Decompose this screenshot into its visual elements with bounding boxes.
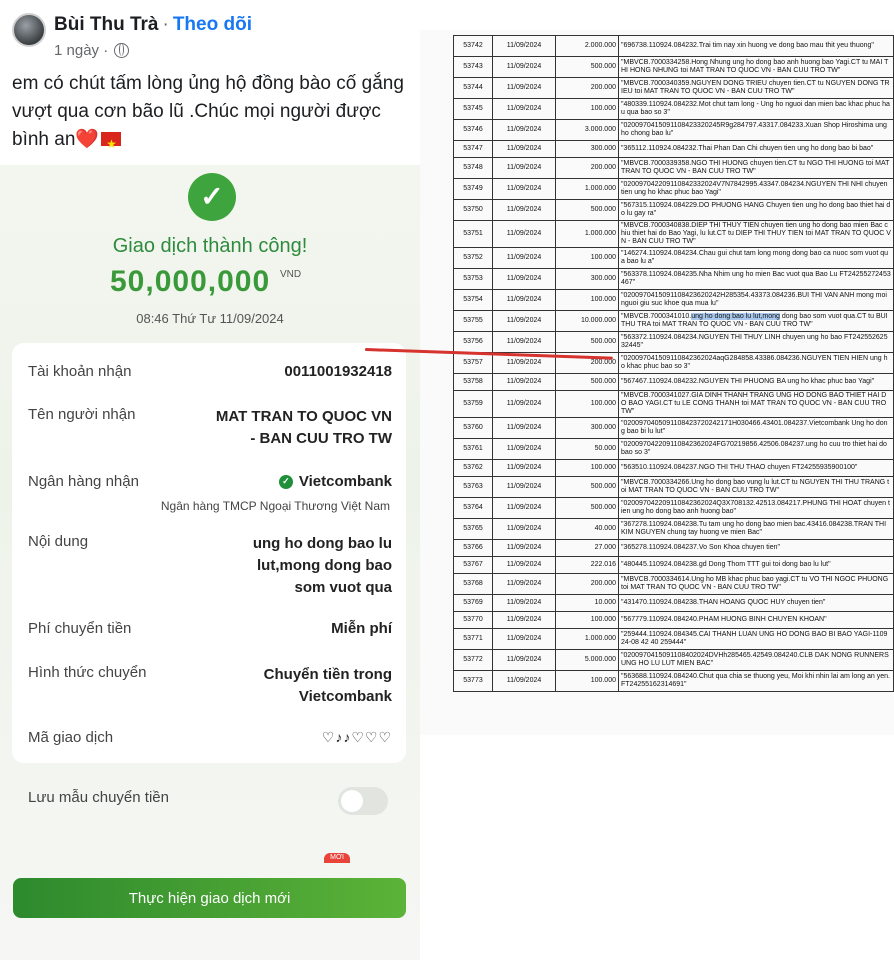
detail-label: Hình thức chuyển: [28, 664, 147, 681]
row-description: "0200970415091108402024DVHh285465.42549.084240.CLB DAK NONG RUNNERS UNG HO LU LUT MIEN BAC": [619, 650, 894, 671]
detail-label: Mã giao dịch: [28, 729, 114, 746]
success-check-icon: ✓: [188, 173, 236, 221]
row-date: 11/09/2024: [493, 36, 556, 57]
detail-row-fee: [28, 620, 392, 637]
row-id: 53764: [454, 498, 493, 519]
row-id: 53773: [454, 671, 493, 692]
row-description: "567779.110924.084240.PHAM HUONG BINH CHUYEN KHOAN": [619, 612, 894, 629]
row-date: 11/09/2024: [493, 519, 556, 540]
row-id: 53757: [454, 353, 493, 374]
row-description: "020097042209110842332024V7N7842995.43347.084234.NGUYEN THI NHI chuyen tien ung ho khac phuc bao Yagi": [619, 179, 894, 200]
row-id: 53760: [454, 418, 493, 439]
row-amount: 500.000: [556, 57, 619, 78]
row-id: 53755: [454, 311, 493, 332]
detail-value: ♡♪♪♡♡♡: [321, 729, 392, 745]
row-amount: 300.000: [556, 141, 619, 158]
detail-label: Tên người nhận: [28, 406, 136, 423]
detail-value: MAT TRAN TO QUOC VN - BAN CUU TRO TW: [215, 408, 392, 447]
row-amount: 1.000.000: [556, 221, 619, 248]
row-id: 53768: [454, 574, 493, 595]
row-amount: 40.000: [556, 519, 619, 540]
row-amount: 100.000: [556, 290, 619, 311]
row-date: 11/09/2024: [493, 629, 556, 650]
row-description: "431470.110924.084238.THAN HOANG QUOC HUY chuyen tien": [619, 595, 894, 612]
row-amount: 300.000: [556, 269, 619, 290]
row-date: 11/09/2024: [493, 332, 556, 353]
bank-name: Vietcombank: [298, 473, 392, 490]
statement-row: [454, 36, 894, 57]
statement-row: [454, 374, 894, 391]
row-amount: 222.016: [556, 557, 619, 574]
author-avatar[interactable]: [12, 13, 46, 47]
row-date: 11/09/2024: [493, 290, 556, 311]
row-description: "365278.110924.084237.Vo Son Khoa chuyen tien": [619, 540, 894, 557]
detail-label: Ngân hàng nhận: [28, 473, 139, 490]
row-id: 53750: [454, 200, 493, 221]
row-id: 53771: [454, 629, 493, 650]
row-id: 53744: [454, 78, 493, 99]
post-author: [54, 14, 252, 36]
row-id: 53758: [454, 374, 493, 391]
row-id: 53743: [454, 57, 493, 78]
post-meta: [54, 42, 129, 59]
separator-dot: ·: [162, 14, 169, 35]
detail-label: Phí chuyển tiền: [28, 620, 132, 637]
transfer-amount: 50,000,000: [110, 265, 271, 298]
row-description: "259444.110924.084345.CAI THANH LUAN UNG HO DONG BAO BI BAO YAGI-110924-08 42 40 259444": [619, 629, 894, 650]
row-id: 53766: [454, 540, 493, 557]
row-date: 11/09/2024: [493, 269, 556, 290]
row-date: 11/09/2024: [493, 120, 556, 141]
statement-row: [454, 439, 894, 460]
row-description: "146274.110924.084234.Chau gui chut tam long mong dong bao ca nuoc som vuot qua bao lu a": [619, 248, 894, 269]
row-description: "MBVCB.7000340838.DIEP THI THUY TIEN chuyen tien ung ho dong bao mien Bac chiu thiet hai do Bao Yagi, lu lut.CT tu DIEP THI THUY TIEN toi MAT TRAN TO QUOC VN - BAN CUU TRO TW": [619, 221, 894, 248]
row-id: 53762: [454, 460, 493, 477]
statement-row: [454, 57, 894, 78]
statement-row: [454, 391, 894, 418]
row-id: 53746: [454, 120, 493, 141]
statement-row: [454, 141, 894, 158]
row-amount: 500.000: [556, 477, 619, 498]
row-date: 11/09/2024: [493, 57, 556, 78]
row-id: 53745: [454, 99, 493, 120]
heart-emoji: ❤️: [75, 129, 100, 150]
detail-value: ung ho dong bao lu lut,mong dong bao som vuot qua: [252, 535, 392, 596]
row-description: "020097042209110842362024Q3X708132.42513.084217.PHUNG THI HOAT chuyen tien ung ho dong bao anh huong bao": [619, 498, 894, 519]
row-description: "0200970415091108423320245R9g284797.43317.084233.Xuan Shop Hiroshima ung ho chong bao lu": [619, 120, 894, 141]
row-id: 53742: [454, 36, 493, 57]
row-description: "563688.110924.084240.Chut qua chia se thuong yeu, Moi khi nhin lai am long an yen. FT24255162314691": [619, 671, 894, 692]
row-id: 53751: [454, 221, 493, 248]
row-date: 11/09/2024: [493, 650, 556, 671]
detail-value: [279, 473, 392, 490]
transaction-details-card: [12, 343, 406, 763]
statement-row: [454, 557, 894, 574]
row-amount: 200.000: [556, 574, 619, 595]
row-id: 53759: [454, 391, 493, 418]
row-amount: 500.000: [556, 332, 619, 353]
row-description: "567467.110924.084232.NGUYEN THI PHUONG BA ung ho khac phuc bao Yagi": [619, 374, 894, 391]
statement-row: [454, 269, 894, 290]
row-date: 11/09/2024: [493, 418, 556, 439]
row-date: 11/09/2024: [493, 248, 556, 269]
row-amount: 200.000: [556, 158, 619, 179]
row-amount: 100.000: [556, 671, 619, 692]
row-description: "0200970405091108423720242171H030466.43401.084237.Vietcombank Ung ho dong bao bi lu lut": [619, 418, 894, 439]
detail-value: 0011001932418: [284, 363, 392, 380]
bank-full-name: Ngân hàng TMCP Ngoại Thương Việt Nam: [160, 499, 390, 513]
statement-row: [454, 574, 894, 595]
row-amount: 27.000: [556, 540, 619, 557]
statement-row: [454, 418, 894, 439]
save-template-label: Lưu mẫu chuyển tiền: [28, 789, 169, 806]
row-id: 53749: [454, 179, 493, 200]
selected-text-highlight: ung ho dong bao lu lut,mong: [691, 313, 780, 320]
row-description: "0200970415091108423620242H285354.43373.084236.BUI THI VAN ANH mong moi nguoi giu suc khoe qua mua lu": [619, 290, 894, 311]
row-description: "563372.110924.084234.NGUYEN THI THUY LINH chuyen ung ho bao FT24255262532445": [619, 332, 894, 353]
row-id: 53769: [454, 595, 493, 612]
row-date: 11/09/2024: [493, 200, 556, 221]
statement-row: [454, 158, 894, 179]
post-time[interactable]: 1 ngày ·: [54, 42, 109, 59]
statement-row: [454, 519, 894, 540]
detail-label: Tài khoản nhận: [28, 363, 132, 380]
author-name[interactable]: Bùi Thu Trà: [54, 14, 159, 35]
new-transaction-button[interactable]: Thực hiện giao dịch mới: [13, 878, 406, 918]
detail-label: Nội dung: [28, 533, 89, 550]
row-date: 11/09/2024: [493, 477, 556, 498]
row-description: "MBVCB.7000340359.NGUYEN DONG TRIEU chuyen tien.CT tu NGUYEN DONG TRIEU toi MAT TRAN TO QUOC VN - BAN CUU TRO TW": [619, 78, 894, 99]
vietnam-flag-icon: [101, 132, 121, 146]
row-amount: 1.000.000: [556, 179, 619, 200]
row-amount: 100.000: [556, 99, 619, 120]
row-description: "367278.110924.084238.Tu tam ung ho dong bao mien bac.43416.084238.TRAN THI KIM NGUYEN chung tay huong ve mien Bac": [619, 519, 894, 540]
row-id: 53753: [454, 269, 493, 290]
row-amount: 10.000: [556, 595, 619, 612]
row-date: 11/09/2024: [493, 141, 556, 158]
row-id: 53748: [454, 158, 493, 179]
statement-row: [454, 650, 894, 671]
row-date: 11/09/2024: [493, 99, 556, 120]
row-description: "563378.110924.084235.Nha Nhim ung ho mien Bac vuot qua Bao Lu FT24255272453467": [619, 269, 894, 290]
bank-statement-sheet: [420, 30, 894, 735]
row-id: 53752: [454, 248, 493, 269]
row-id: 53770: [454, 612, 493, 629]
statement-row: [454, 99, 894, 120]
row-amount: 50.000: [556, 439, 619, 460]
row-date: 11/09/2024: [493, 158, 556, 179]
vietcombank-logo-icon: ✓: [279, 475, 293, 489]
currency-label: VND: [280, 269, 302, 280]
row-id: 53754: [454, 290, 493, 311]
statement-row: [454, 498, 894, 519]
row-id: 53772: [454, 650, 493, 671]
detail-row-recipient: [28, 406, 392, 450]
statement-row: [454, 671, 894, 692]
statement-row: [454, 540, 894, 557]
row-date: 11/09/2024: [493, 374, 556, 391]
row-description: "MBVCB.7000341010.ung ho dong bao lu lut,mong dong bao som vuot qua.CT tu BUI THU TRA toi MAT TRAN TO QUOC VN - BAN CUU TRO TW": [619, 311, 894, 332]
row-description: "MBVCB.7000339358.NGO THI HUONG chuyen tien.CT tu NGO THI HUONG toi MAT TRAN TO QUOC VN - BAN CUU TRO TW": [619, 158, 894, 179]
row-date: 11/09/2024: [493, 612, 556, 629]
save-template-toggle[interactable]: [338, 787, 388, 815]
row-amount: 100.000: [556, 460, 619, 477]
row-id: 53747: [454, 141, 493, 158]
row-id: 53761: [454, 439, 493, 460]
row-date: 11/09/2024: [493, 439, 556, 460]
row-amount: 200.000: [556, 78, 619, 99]
statement-row: [454, 200, 894, 221]
statement-row: [454, 290, 894, 311]
follow-link[interactable]: Theo dõi: [172, 14, 252, 35]
statement-row: [454, 477, 894, 498]
row-description: "480339.110924.084232.Mot chut tam long - Ung ho nguoi dan mien bac khac phuc hau qua bao so 3": [619, 99, 894, 120]
detail-value: Chuyển tiền trong Vietcombank: [263, 666, 392, 705]
statement-row: [454, 221, 894, 248]
row-description: "365112.110924.084232.Thai Phan Dan Chi chuyen tien ung ho dong bao bi bao": [619, 141, 894, 158]
row-date: 11/09/2024: [493, 179, 556, 200]
row-date: 11/09/2024: [493, 78, 556, 99]
row-amount: 10.000.000: [556, 311, 619, 332]
row-description: "020097042209110842362024FG70219856.42506.084237.ung ho cuu tro thiet hai do bao so 3": [619, 439, 894, 460]
statement-row: [454, 332, 894, 353]
row-date: 11/09/2024: [493, 391, 556, 418]
detail-row-transaction-id: [28, 729, 392, 746]
row-date: 11/09/2024: [493, 460, 556, 477]
row-id: 53765: [454, 519, 493, 540]
row-description: "MBVCB.7000334266.Ung ho dong bao vung lu lut.CT tu NGUYEN THI THU TRANG toi MAT TRAN TO QUOC VN - BAN CUU TRO TW": [619, 477, 894, 498]
row-date: 11/09/2024: [493, 311, 556, 332]
row-amount: 100.000: [556, 391, 619, 418]
row-amount: 500.000: [556, 200, 619, 221]
detail-value: Miễn phí: [331, 620, 392, 637]
row-amount: 100.000: [556, 612, 619, 629]
row-amount: 300.000: [556, 418, 619, 439]
row-date: 11/09/2024: [493, 557, 556, 574]
statement-table: [453, 35, 894, 692]
row-amount: 500.000: [556, 498, 619, 519]
row-description: "480445.110924.084238.gd Dong Thom TTT gui toi dong bao lu lut": [619, 557, 894, 574]
statement-row: [454, 179, 894, 200]
transaction-datetime: 08:46 Thứ Tư 11/09/2024: [136, 311, 284, 326]
row-description: "563510.110924.084237.NGO THI THU THAO chuyen FT24255935900100": [619, 460, 894, 477]
post-body: em có chút tấm lòng ủng hộ đồng bào cố gắng vượt qua cơn bão lũ .Chúc mọi người được bình an: [12, 73, 404, 150]
facebook-post: [0, 0, 420, 165]
statement-row: [454, 629, 894, 650]
row-description: "MBVCB.7000341027.GIA DINH THANH TRANG UNG HO DONG BAO THIET HAI DO BAO YAGI.CT tu LE CONG THANH toi MAT TRAN TO QUOC VN - BAN CUU TRO TW": [619, 391, 894, 418]
detail-row-content: [28, 533, 392, 599]
row-id: 53756: [454, 332, 493, 353]
transfer-receipt: [0, 165, 420, 960]
row-date: 11/09/2024: [493, 574, 556, 595]
detail-row-account: [28, 363, 392, 380]
statement-row: [454, 248, 894, 269]
row-id: 53767: [454, 557, 493, 574]
row-description: "020097041509110842362024aqG284858.43386.084236.NGUYEN TIEN HIEN ung ho khac phuc bao so 3": [619, 353, 894, 374]
globe-icon: [114, 43, 129, 58]
row-amount: 3.000.000: [556, 120, 619, 141]
post-text: [12, 70, 407, 154]
row-description: "696738.110924.084232.Trai tim nay xin huong ve dong bao mau thit yeu thuong": [619, 36, 894, 57]
transaction-status: Giao dịch thành công!: [112, 235, 308, 257]
row-date: 11/09/2024: [493, 498, 556, 519]
statement-body: [454, 36, 894, 692]
statement-row: [454, 78, 894, 99]
statement-row: [454, 120, 894, 141]
new-badge: MỚI: [324, 853, 350, 863]
row-amount: 1.000.000: [556, 629, 619, 650]
row-amount: 2.000.000: [556, 36, 619, 57]
detail-row-method: [28, 664, 392, 708]
row-date: 11/09/2024: [493, 540, 556, 557]
row-description: "MBVCB.7000334614.Ung ho MB khac phuc bao yagi.CT tu VO THI NGOC PHUONG toi MAT TRAN TO QUOC VN - BAN CUU TRO TW": [619, 574, 894, 595]
row-amount: 5.000.000: [556, 650, 619, 671]
row-date: 11/09/2024: [493, 595, 556, 612]
row-description: "567315.110924.084229.DO PHUONG HANG Chuyen tien ung ho dong bao thiet hai do lu gay ra": [619, 200, 894, 221]
row-id: 53763: [454, 477, 493, 498]
row-description: "MBVCB.7000334258.Hong Nhung ung ho dong bao anh huong bao Yagi.CT tu MAI THI HONG NHUNG toi MAT TRAN TO QUOC VN - BAN CUU TRO TW": [619, 57, 894, 78]
row-date: 11/09/2024: [493, 353, 556, 374]
row-date: 11/09/2024: [493, 671, 556, 692]
row-amount: 200.000: [556, 353, 619, 374]
row-amount: 500.000: [556, 374, 619, 391]
statement-row: [454, 612, 894, 629]
row-date: 11/09/2024: [493, 221, 556, 248]
statement-row: [454, 460, 894, 477]
row-amount: 100.000: [556, 248, 619, 269]
detail-row-bank: [28, 473, 392, 490]
statement-row: [454, 311, 894, 332]
statement-row: [454, 595, 894, 612]
